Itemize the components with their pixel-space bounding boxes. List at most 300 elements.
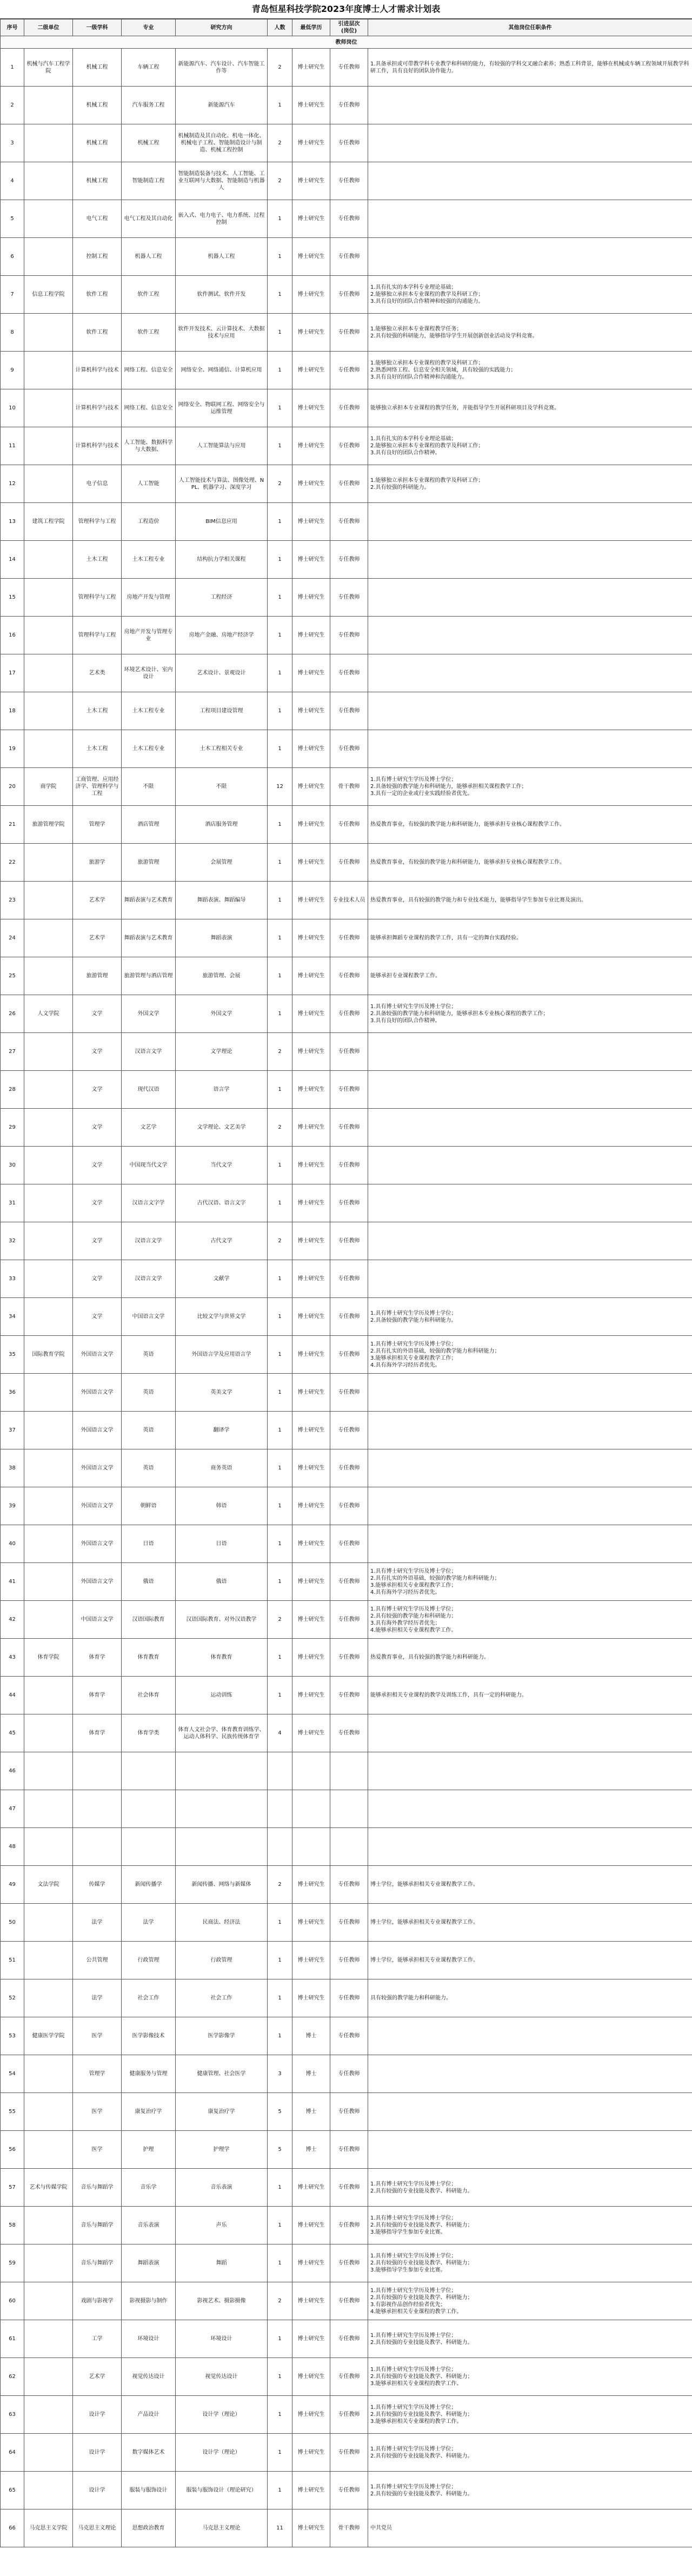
cell-major: 影视摄影与制作	[122, 2282, 176, 2320]
cell-no: 20	[1, 768, 24, 806]
table-row	[1, 2244, 692, 2282]
cell-no: 29	[1, 1109, 24, 1147]
cell-requirements	[368, 1525, 692, 1563]
cell-direction: 文献学	[176, 1260, 268, 1298]
cell-no: 7	[1, 276, 24, 314]
table-row	[1, 617, 692, 654]
cell-direction: 护理学	[176, 2131, 268, 2169]
table-row	[1, 2320, 692, 2358]
header-no: 序号	[1, 19, 24, 36]
cell-no: 47	[1, 1790, 24, 1828]
cell-major: 软件工程	[122, 276, 176, 314]
cell-education: 博士研究生	[292, 1260, 330, 1298]
cell-requirements: 能够承担专业课程教学工作。	[368, 957, 692, 995]
cell-major: 房地产开发与管理	[122, 579, 176, 617]
cell-no: 26	[1, 995, 24, 1033]
cell-education: 博士研究生	[292, 1412, 330, 1449]
cell-direction: 环境设计	[176, 2320, 268, 2358]
cell-level: 专任教师	[330, 503, 368, 541]
cell-major: 俄语	[122, 1563, 176, 1601]
cell-unit: 信息工程学院	[24, 276, 73, 314]
cell-discipline: 控制工程	[73, 238, 122, 276]
cell-no: 51	[1, 1942, 24, 1979]
cell-no: 46	[1, 1752, 24, 1790]
cell-level: 专任教师	[330, 1942, 368, 1979]
cell-unit	[24, 124, 73, 162]
cell-major: 音乐学	[122, 2169, 176, 2207]
cell-major: 法学	[122, 1904, 176, 1942]
cell-no: 61	[1, 2320, 24, 2358]
cell-requirements: 能够承担相关专业课程的教学及训练工作，具有一定的科研能力。	[368, 1677, 692, 1714]
cell-requirements	[368, 1714, 692, 1752]
cell-unit	[24, 1828, 73, 1866]
cell-major: 新闻传播学	[122, 1866, 176, 1904]
cell-discipline: 外国语言文学	[73, 1336, 122, 1374]
cell-level: 专任教师	[330, 1109, 368, 1147]
cell-no: 4	[1, 162, 24, 200]
cell-discipline: 外国语言文学	[73, 1487, 122, 1525]
cell-education: 博士研究生	[292, 1222, 330, 1260]
cell-education: 博士研究生	[292, 427, 330, 465]
cell-level: 专任教师	[330, 2207, 368, 2244]
cell-unit	[24, 2434, 73, 2472]
cell-major: 汽车服务工程	[122, 87, 176, 124]
cell-no: 23	[1, 882, 24, 919]
cell-major: 电气工程及其自动化	[122, 200, 176, 238]
cell-count: 1	[268, 617, 292, 654]
cell-discipline: 中国语言文学	[73, 1601, 122, 1639]
cell-education: 博士研究生	[292, 124, 330, 162]
cell-unit	[24, 2472, 73, 2509]
cell-discipline: 医学	[73, 2017, 122, 2055]
table-row	[1, 995, 692, 1033]
cell-major: 舞蹈表演与艺术教育	[122, 919, 176, 957]
cell-discipline: 计算机科学与技术	[73, 427, 122, 465]
cell-major: 旅游管理	[122, 844, 176, 882]
cell-no: 45	[1, 1714, 24, 1752]
cell-major: 工程造价	[122, 503, 176, 541]
cell-education: 博士研究生	[292, 2396, 330, 2434]
cell-direction: 机器人工程	[176, 238, 268, 276]
cell-major: 汉语言文学	[122, 1260, 176, 1298]
page-title: 青岛恒星科技学院2023年度博士人才需求计划表	[0, 0, 692, 19]
cell-no: 44	[1, 1677, 24, 1714]
cell-level: 专任教师	[330, 2055, 368, 2093]
cell-requirements	[368, 1109, 692, 1147]
cell-requirements: 博士学位，能够承担相关专业课程教学工作。	[368, 1866, 692, 1904]
table-row	[1, 2434, 692, 2472]
cell-unit	[24, 1412, 73, 1449]
header-education: 最低学历	[292, 19, 330, 36]
table-row	[1, 1487, 692, 1525]
header-unit: 二级单位	[24, 19, 73, 36]
cell-unit	[24, 2282, 73, 2320]
cell-no: 19	[1, 730, 24, 768]
cell-discipline: 文学	[73, 995, 122, 1033]
cell-education: 博士研究生	[292, 87, 330, 124]
cell-education: 博士研究生	[292, 1147, 330, 1184]
cell-level: 专任教师	[330, 1374, 368, 1412]
cell-level: 专任教师	[330, 806, 368, 844]
cell-no: 18	[1, 692, 24, 730]
cell-requirements: 1.具有博士研究生学历及博士学位； 2.具备较强的教学能力和科研能力，能够承担本专业核心课程的教学工作； 3.具有良好的团队合作精神。	[368, 995, 692, 1033]
table-row	[1, 1601, 692, 1639]
cell-discipline: 音乐与舞蹈学	[73, 2207, 122, 2244]
cell-no: 1	[1, 49, 24, 87]
cell-level: 专任教师	[330, 692, 368, 730]
cell-level: 专任教师	[330, 1866, 368, 1904]
cell-count: 1	[268, 844, 292, 882]
cell-count: 2	[268, 1109, 292, 1147]
table-row	[1, 352, 692, 389]
table-row	[1, 276, 692, 314]
cell-no: 28	[1, 1071, 24, 1109]
cell-major: 护理	[122, 2131, 176, 2169]
cell-requirements: 博士学位，能够承担相关专业课程教学工作。	[368, 1904, 692, 1942]
cell-discipline: 艺术类	[73, 654, 122, 692]
cell-level: 专任教师	[330, 1298, 368, 1336]
cell-major: 机器人工程	[122, 238, 176, 276]
cell-direction: 设计学（理论）	[176, 2434, 268, 2472]
cell-education: 博士研究生	[292, 1374, 330, 1412]
cell-count: 1	[268, 1525, 292, 1563]
table-row	[1, 2207, 692, 2244]
cell-no: 38	[1, 1449, 24, 1487]
table-row	[1, 87, 692, 124]
cell-no: 12	[1, 465, 24, 503]
cell-discipline: 文学	[73, 1298, 122, 1336]
cell-major: 日语	[122, 1525, 176, 1563]
cell-requirements: 1.具有博士研究生学历及博士学位； 2.具有较强的专业技能及教学、科研能力。	[368, 2169, 692, 2207]
cell-unit: 旅游管理学院	[24, 806, 73, 844]
cell-unit: 国际教育学院	[24, 1336, 73, 1374]
cell-count: 2	[268, 124, 292, 162]
cell-direction: BIM信息应用	[176, 503, 268, 541]
cell-count: 3	[268, 2055, 292, 2093]
cell-requirements: 1.具有博士研究生学历及博士学位； 2.具备较强的教学能力和科研能力。	[368, 1298, 692, 1336]
cell-level: 专任教师	[330, 2093, 368, 2131]
cell-requirements: 具有较强的教学能力和科研能力。	[368, 1979, 692, 2017]
cell-unit	[24, 1109, 73, 1147]
cell-unit	[24, 1677, 73, 1714]
cell-level: 专任教师	[330, 1336, 368, 1374]
cell-direction: 马克思主义理论	[176, 2509, 268, 2547]
table-row	[1, 2282, 692, 2320]
cell-level: 专任教师	[330, 1525, 368, 1563]
cell-requirements: 1.能够独立承担本专业课程的教学及科研工作； 2.熟悉网络工程、信息安全相关领域，具有较强的实践能力； 3.具有良好的团队合作精神和沟通能力。	[368, 352, 692, 389]
cell-direction: 土木工程相关专业	[176, 730, 268, 768]
cell-no: 64	[1, 2434, 24, 2472]
cell-count: 1	[268, 654, 292, 692]
cell-direction	[176, 1828, 268, 1866]
table-row	[1, 654, 692, 692]
cell-unit: 人文学院	[24, 995, 73, 1033]
cell-education: 博士研究生	[292, 1639, 330, 1677]
cell-unit	[24, 200, 73, 238]
cell-education: 博士研究生	[292, 352, 330, 389]
cell-count: 1	[268, 2472, 292, 2509]
cell-requirements	[368, 2131, 692, 2169]
cell-direction: 音乐表演	[176, 2169, 268, 2207]
cell-unit	[24, 692, 73, 730]
cell-education: 博士研究生	[292, 844, 330, 882]
cell-no: 59	[1, 2244, 24, 2282]
cell-major: 康复治疗学	[122, 2093, 176, 2131]
cell-direction: 健康管理、社会医学	[176, 2055, 268, 2093]
cell-unit	[24, 1904, 73, 1942]
cell-level: 专任教师	[330, 427, 368, 465]
cell-direction: 文学理论、文艺美学	[176, 1109, 268, 1147]
cell-direction: 体育教育	[176, 1639, 268, 1677]
cell-requirements: 能够承担舞蹈专业课程的教学工作，具有一定的舞台实践经验。	[368, 919, 692, 957]
cell-education	[292, 1790, 330, 1828]
cell-requirements	[368, 617, 692, 654]
cell-direction: 艺术设计、景观设计	[176, 654, 268, 692]
cell-major: 体育教育	[122, 1639, 176, 1677]
cell-education: 博士研究生	[292, 768, 330, 806]
cell-discipline: 文学	[73, 1147, 122, 1184]
cell-discipline: 文学	[73, 1109, 122, 1147]
table-row	[1, 1752, 692, 1790]
cell-education: 博士研究生	[292, 2282, 330, 2320]
cell-requirements: 能够独立承担本专业课程的教学任务，并能指导学生开展科研项目及学科竞赛。	[368, 389, 692, 427]
cell-no: 37	[1, 1412, 24, 1449]
cell-requirements: 1.能够独立承担本专业课程的教学及科研工作； 2.具有较强的科研能力。	[368, 465, 692, 503]
cell-level: 专任教师	[330, 2282, 368, 2320]
cell-discipline: 马克思主义理论	[73, 2509, 122, 2547]
cell-unit	[24, 87, 73, 124]
cell-unit	[24, 1714, 73, 1752]
header-level: 引进层次 (岗位)	[330, 19, 368, 36]
table-row	[1, 1525, 692, 1563]
cell-major: 视觉传达设计	[122, 2358, 176, 2396]
cell-level	[330, 1752, 368, 1790]
table-row	[1, 1979, 692, 2017]
cell-education: 博士研究生	[292, 465, 330, 503]
cell-requirements: 1.具有博士研究生学历及博士学位； 2.具有较强的教学能力和科研能力； 3.具有海外教学经历者优先； 4.能够承担相关专业课程教学工作。	[368, 1601, 692, 1639]
cell-requirements	[368, 162, 692, 200]
cell-education: 博士研究生	[292, 806, 330, 844]
cell-no: 34	[1, 1298, 24, 1336]
cell-no: 33	[1, 1260, 24, 1298]
cell-unit	[24, 2093, 73, 2131]
cell-count: 1	[268, 1487, 292, 1525]
cell-count: 5	[268, 2131, 292, 2169]
cell-discipline: 文学	[73, 1071, 122, 1109]
cell-direction: 网络安全、网络通信、计算机应用	[176, 352, 268, 389]
cell-count: 1	[268, 1563, 292, 1601]
cell-count: 4	[268, 1714, 292, 1752]
cell-unit	[24, 1752, 73, 1790]
cell-major: 舞蹈表演	[122, 2244, 176, 2282]
cell-direction	[176, 1790, 268, 1828]
cell-no: 41	[1, 1563, 24, 1601]
table-row	[1, 882, 692, 919]
cell-no: 27	[1, 1033, 24, 1071]
cell-no: 3	[1, 124, 24, 162]
cell-no: 39	[1, 1487, 24, 1525]
header-direction: 研究方向	[176, 19, 268, 36]
cell-major: 现代汉语	[122, 1071, 176, 1109]
cell-discipline: 设计学	[73, 2472, 122, 2509]
cell-unit	[24, 2055, 73, 2093]
table-row	[1, 1942, 692, 1979]
cell-level: 专任教师	[330, 162, 368, 200]
cell-count: 1	[268, 238, 292, 276]
cell-count: 1	[268, 503, 292, 541]
cell-unit	[24, 957, 73, 995]
cell-level: 专任教师	[330, 1412, 368, 1449]
cell-major: 网络工程、信息安全	[122, 352, 176, 389]
cell-requirements: 1.具有博士研究生学历及博士学位； 2.具有扎实的外语基础，较强的教学能力和科研能力； 3.能够承担相关专业课程教学工作； 4.具有海外学习经历者优先。	[368, 1563, 692, 1601]
cell-requirements	[368, 2055, 692, 2093]
cell-count: 2	[268, 465, 292, 503]
cell-no: 8	[1, 314, 24, 352]
cell-discipline: 管理学	[73, 806, 122, 844]
cell-direction: 网络安全、物联网工程、网络安全与运维管理	[176, 389, 268, 427]
cell-level: 专任教师	[330, 389, 368, 427]
cell-requirements	[368, 1412, 692, 1449]
cell-major: 英语	[122, 1336, 176, 1374]
cell-requirements: 热爱教育事业，具有较强的教学能力和专业技术能力，能够指导学生参加专业比赛及演出。	[368, 882, 692, 919]
cell-direction: 会展管理	[176, 844, 268, 882]
cell-unit	[24, 1033, 73, 1071]
cell-level: 专任教师	[330, 1033, 368, 1071]
cell-unit	[24, 1487, 73, 1525]
cell-direction: 外国文学	[176, 995, 268, 1033]
cell-major: 中国现当代文学	[122, 1147, 176, 1184]
cell-major: 产品设计	[122, 2396, 176, 2434]
cell-discipline: 设计学	[73, 2396, 122, 2434]
cell-requirements: 1.具有博士研究生学历及博士学位； 2.具有扎实的外语基础，较强的教学能力和科研能力； 3.能够承担相关专业课程教学工作； 4.具有海外学习经历者优先。	[368, 1336, 692, 1374]
cell-level: 骨干教师	[330, 768, 368, 806]
table-row	[1, 1184, 692, 1222]
cell-count	[268, 1752, 292, 1790]
cell-count: 1	[268, 995, 292, 1033]
cell-education: 博士研究生	[292, 957, 330, 995]
table-row	[1, 692, 692, 730]
cell-requirements	[368, 1449, 692, 1487]
cell-education: 博士研究生	[292, 200, 330, 238]
table-row	[1, 1563, 692, 1601]
table-row	[1, 1412, 692, 1449]
cell-discipline: 管理科学与工程	[73, 579, 122, 617]
cell-count: 1	[268, 957, 292, 995]
cell-requirements: 1.具有博士研究生学历及博士学位； 2.具有较强的专业技能及教学、科研能力。	[368, 2472, 692, 2509]
cell-count: 1	[268, 1639, 292, 1677]
cell-level: 专任教师	[330, 1677, 368, 1714]
cell-level	[330, 1790, 368, 1828]
cell-requirements	[368, 730, 692, 768]
cell-count: 1	[268, 2320, 292, 2358]
cell-level: 专任教师	[330, 1639, 368, 1677]
cell-education	[292, 1752, 330, 1790]
cell-education: 博士研究生	[292, 1677, 330, 1714]
cell-no: 31	[1, 1184, 24, 1222]
cell-unit	[24, 2358, 73, 2396]
cell-education: 博士	[292, 2017, 330, 2055]
cell-discipline: 软件工程	[73, 314, 122, 352]
cell-discipline: 电气工程	[73, 200, 122, 238]
cell-no: 35	[1, 1336, 24, 1374]
table-row	[1, 1677, 692, 1714]
cell-level: 专任教师	[330, 1714, 368, 1752]
cell-requirements: 1.具有博士研究生学历及博士学位； 2.具有较强的专业技能及教学、科研能力； 3.能够承担相关专业课程的教学工作。	[368, 2396, 692, 2434]
cell-count: 1	[268, 352, 292, 389]
cell-no: 52	[1, 1979, 24, 2017]
cell-requirements	[368, 1374, 692, 1412]
cell-direction: 服装与服饰设计（理论研究）	[176, 2472, 268, 2509]
cell-education: 博士研究生	[292, 314, 330, 352]
cell-direction: 比较文学与世界文学	[176, 1298, 268, 1336]
cell-direction: 酒店服务管理	[176, 806, 268, 844]
cell-major: 汉语言文学	[122, 1222, 176, 1260]
cell-level: 专任教师	[330, 352, 368, 389]
cell-no: 21	[1, 806, 24, 844]
cell-direction: 舞蹈表演、舞蹈编导	[176, 882, 268, 919]
cell-requirements: 热爱教育事业，具有较强的教学能力和科研能力。	[368, 1639, 692, 1677]
cell-count: 2	[268, 162, 292, 200]
table-row	[1, 579, 692, 617]
cell-no: 15	[1, 579, 24, 617]
table-row	[1, 1147, 692, 1184]
cell-count: 1	[268, 1677, 292, 1714]
table-row	[1, 1033, 692, 1071]
table-row	[1, 768, 692, 806]
cell-level: 专任教师	[330, 541, 368, 579]
cell-no: 6	[1, 238, 24, 276]
cell-level: 专任教师	[330, 314, 368, 352]
cell-education: 博士研究生	[292, 1904, 330, 1942]
cell-direction: 软件测试、软件开发	[176, 276, 268, 314]
cell-education: 博士研究生	[292, 2169, 330, 2207]
cell-count: 1	[268, 2396, 292, 2434]
cell-requirements	[368, 238, 692, 276]
cell-major: 音乐表演	[122, 2207, 176, 2244]
cell-discipline: 管理科学与工程	[73, 503, 122, 541]
cell-no: 57	[1, 2169, 24, 2207]
table-row	[1, 2169, 692, 2207]
cell-direction: 古代汉语、语言文字	[176, 1184, 268, 1222]
cell-requirements	[368, 1487, 692, 1525]
cell-count: 1	[268, 427, 292, 465]
cell-direction: 翻译学	[176, 1412, 268, 1449]
cell-education: 博士研究生	[292, 1866, 330, 1904]
table-row	[1, 200, 692, 238]
cell-count: 1	[268, 806, 292, 844]
table-row	[1, 1639, 692, 1677]
cell-direction: 视觉传达设计	[176, 2358, 268, 2396]
cell-no: 22	[1, 844, 24, 882]
cell-education: 博士研究生	[292, 389, 330, 427]
cell-count: 2	[268, 2282, 292, 2320]
cell-count	[268, 1790, 292, 1828]
table-row	[1, 730, 692, 768]
cell-no: 9	[1, 352, 24, 389]
cell-discipline: 外国语言文学	[73, 1374, 122, 1412]
cell-major: 数字媒体艺术	[122, 2434, 176, 2472]
cell-major: 软件工程	[122, 314, 176, 352]
cell-count: 1	[268, 2434, 292, 2472]
cell-count: 1	[268, 541, 292, 579]
cell-count: 1	[268, 692, 292, 730]
cell-count: 5	[268, 2093, 292, 2131]
cell-unit	[24, 2244, 73, 2282]
cell-discipline: 旅游学	[73, 844, 122, 882]
cell-level: 专任教师	[330, 465, 368, 503]
cell-discipline: 机械工程	[73, 49, 122, 87]
cell-no: 58	[1, 2207, 24, 2244]
